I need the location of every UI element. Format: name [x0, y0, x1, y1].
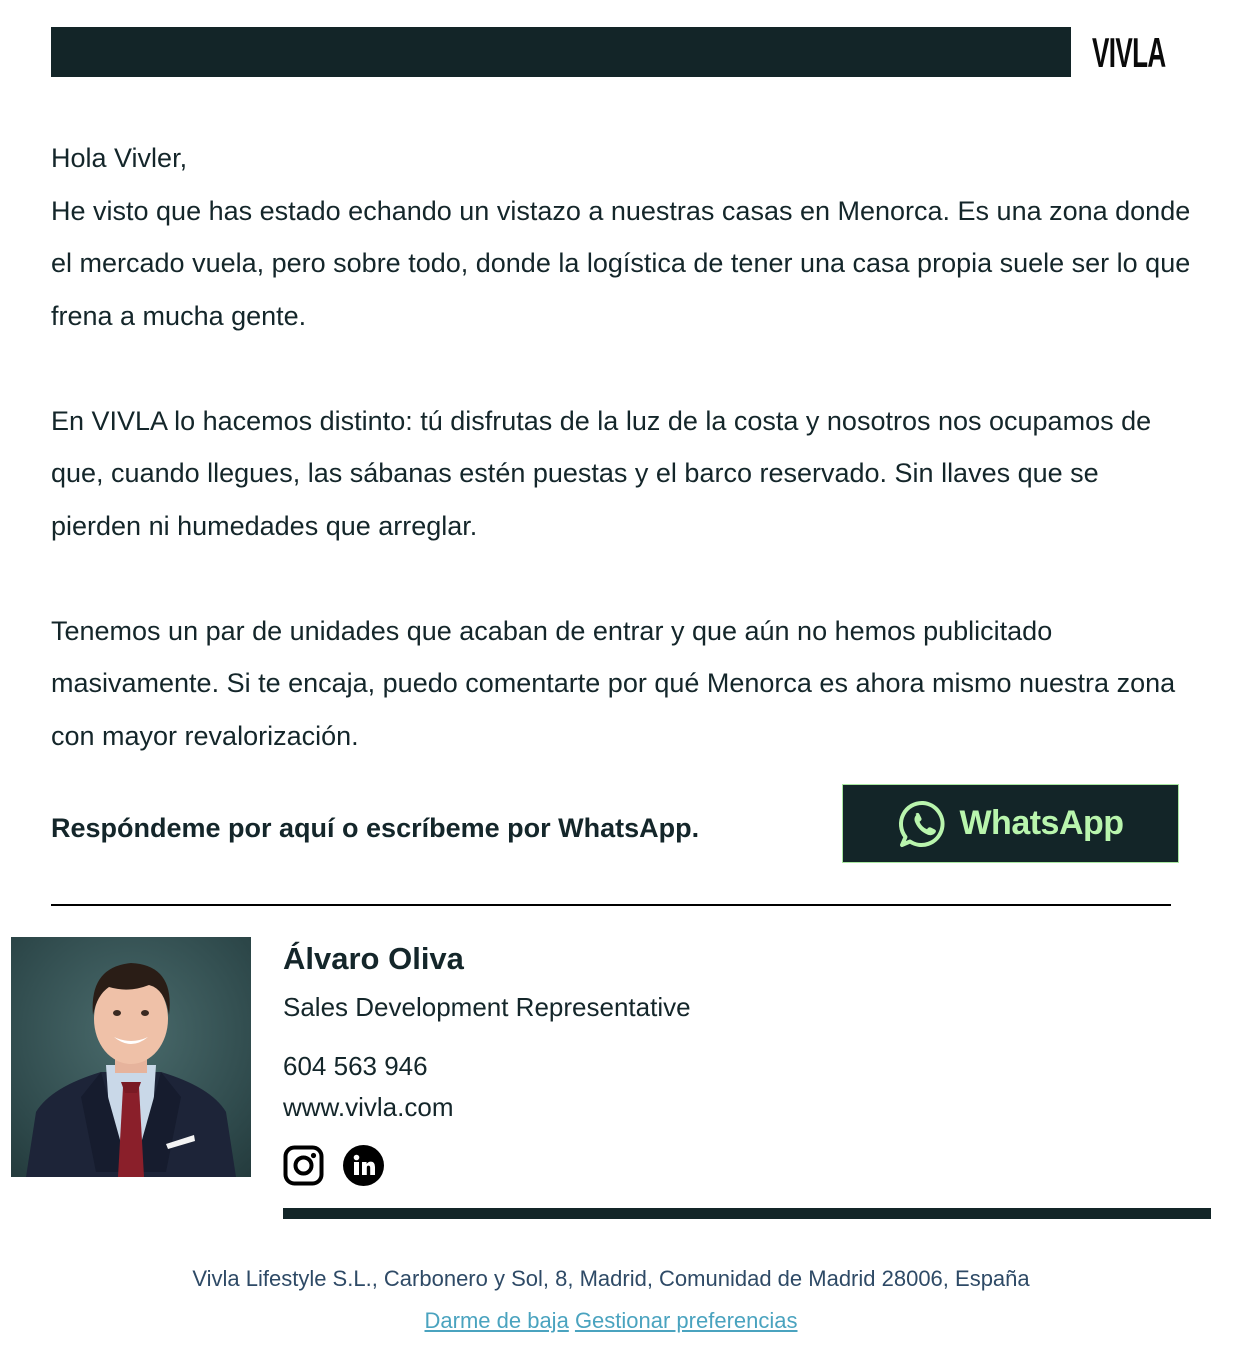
whatsapp-button[interactable] [842, 784, 1179, 863]
divider [51, 904, 1171, 906]
greeting: Hola Vivler, [51, 143, 188, 173]
instagram-link[interactable] [283, 1145, 324, 1186]
avatar [11, 937, 251, 1177]
linkedin-link[interactable] [343, 1145, 384, 1186]
whatsapp-label: WhatsApp [959, 804, 1124, 842]
signature [283, 937, 691, 1122]
email-body [51, 132, 1191, 762]
signature-name: Álvaro Oliva [283, 941, 464, 976]
unsubscribe-link[interactable]: Darme de baja [424, 1308, 569, 1333]
signature-role: Sales Development Representative [283, 992, 691, 1022]
cta-text: Respóndeme por aquí o escríbeme por WhatsApp. [51, 813, 700, 843]
instagram-icon [283, 1145, 324, 1186]
signature-website-link[interactable]: www.vivla.com [283, 1092, 454, 1122]
paragraph-3: Tenemos un par de unidades que acaban de entrar y que aún no hemos publicitado masivamente. Si te encaja, puedo comentarte por qué Menorca es ahora mismo nuestra zona con mayor revalorización. [51, 615, 1176, 751]
signature-bottom-bar [283, 1208, 1211, 1219]
manage-preferences-link[interactable]: Gestionar preferencias [574, 1308, 798, 1333]
portrait-image [11, 937, 251, 1177]
paragraph-1: He visto que has estado echando un vistazo a nuestras casas en Menorca. Es una zona donde el mercado vuela, pero sobre todo, donde la logística de tener una casa propia suele ser lo que frena a mucha gente. [51, 195, 1191, 331]
linkedin-icon [343, 1145, 384, 1186]
social-links [283, 1145, 384, 1186]
footer-address: Vivla Lifestyle S.L., Carbonero y Sol, 8, Madrid, Comunidad de Madrid 28006, España [192, 1266, 1030, 1291]
whatsapp-icon [897, 798, 949, 850]
vivla-logo: VIVLA [1092, 29, 1166, 76]
footer-links [0, 1306, 1222, 1336]
paragraph-2: En VIVLA lo hacemos distinto: tú disfrutas de la luz de la costa y nosotros nos ocupamos de que, cuando llegues, las sábanas estén puestas y el barco reservado. Sin llaves que se pierden ni humedades que arreglar. [51, 405, 1152, 541]
signature-phone[interactable]: 604 563 946 [283, 1051, 428, 1081]
header-bar [51, 27, 1071, 77]
